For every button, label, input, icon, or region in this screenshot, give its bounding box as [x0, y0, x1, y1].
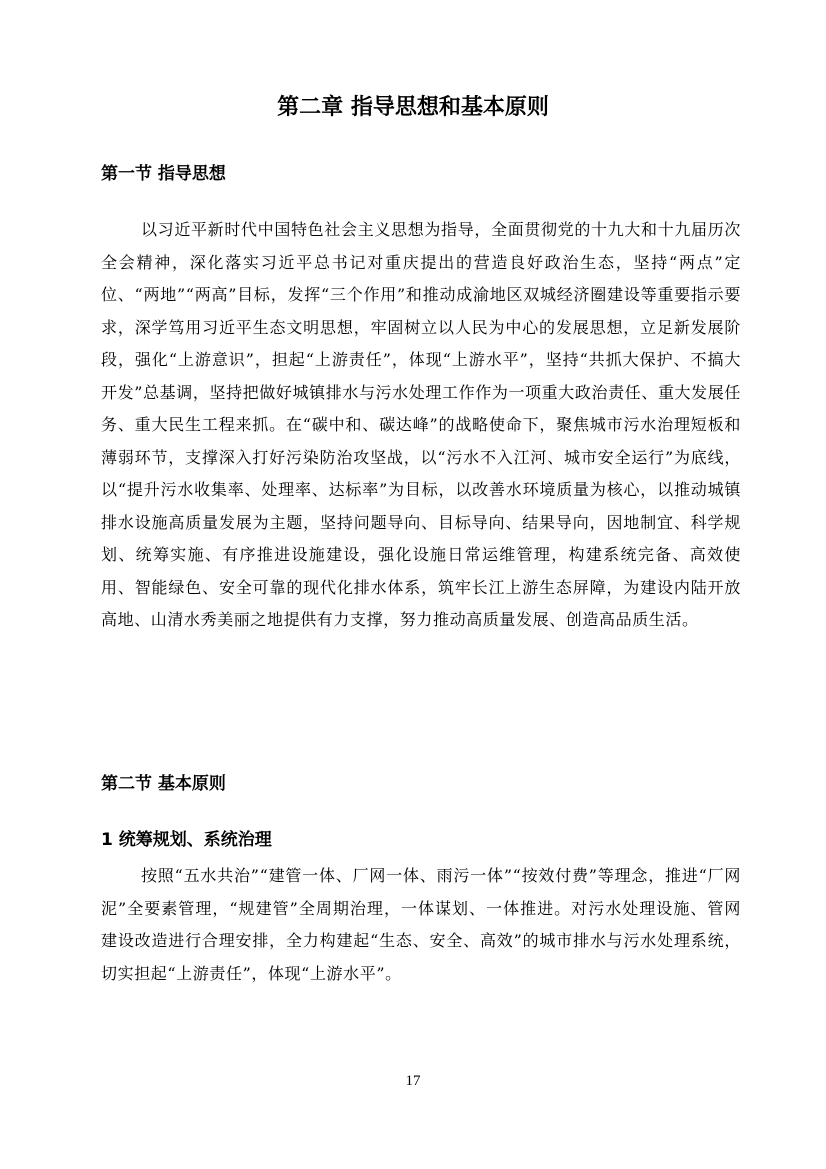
guiding-ideology-paragraph: 以习近平新时代中国特色社会主义思想为指导，全面贯彻党的十九大和十九届历次全会精神，深化落实习近平总书记对重庆提出的营造良好政治生态，坚持“两点”定位、“两地”“两高”目标，发挥“三个作用”和推动成渝地区双城经济圈建设等重要指示要求，深学笃用习近平生态文明思想，牢固树立以人民为中心的发展思想，立足新发展阶段，强化“上游意识”，担起“上游责任”，体现“上游水平”，坚持“共抓大保护、不搞大开发”总基调，坚持把做好城镇排水与污水处理工作作为一项重大政治责任、重大发展任务、重大民生工程来抓。在“碳中和、碳达峰”的战略使命下，聚焦城市污水治理短板和薄弱环节，支撑深入打好污染防治攻坚战，以“污水不入江河、城市安全运行”为底线，以“提升污水收集率、处理率、达标率”为目标，以改善水环境质量为核心，以推动城镇排水设施高质量发展为主题，坚持问题导向、目标导向、结果导向，因地制宜、科学规划、统筹实施、有序推进设施建设，强化设施日常运维管理，构建系统完备、高效使用、智能绿色、安全可靠的现代化排水体系，筑牢长江上游生态屏障，为建设内陆开放高地、山清水秀美丽之地提供有力支撑，努力推动高质量发展、创造高品质生活。 — [101, 220, 741, 629]
chapter-title: 第二章 指导思想和基本原则 — [277, 95, 549, 120]
section-title-basic-principles: 第二节 基本原则 — [101, 774, 226, 794]
page-number: 17 — [405, 1073, 421, 1089]
principle-1-paragraph: 按照“五水共治”“建管一体、厂网一体、雨污一体”“按效付费”等理念，推进“厂网泥”全要素管理，“规建管”全周期治理，一体谋划、一体推进。对污水处理设施、管网建设改造进行合理安排，全力构建起“生态、安全、高效”的城市排水与污水处理系统，切实担起“上游责任”，体现“上游水平”。 — [101, 866, 741, 983]
principle-1-title: 1 统筹规划、系统治理 — [101, 830, 272, 850]
section-title-guiding-ideology: 第一节 指导思想 — [101, 164, 226, 184]
